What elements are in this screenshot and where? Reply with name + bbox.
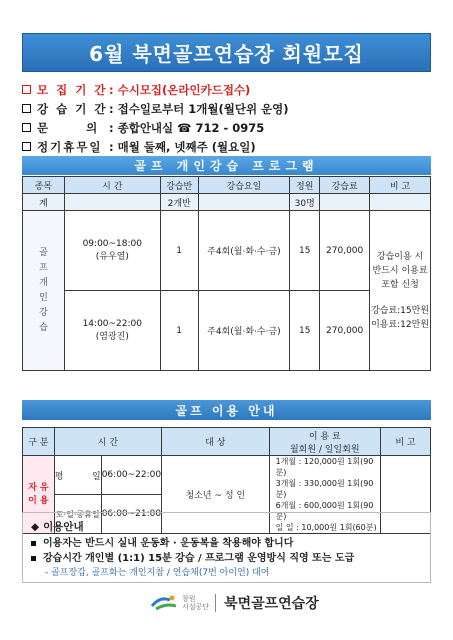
footer-divider <box>215 594 216 612</box>
checkbox-icon <box>22 123 31 132</box>
hours-cell: 06:00~21:00 <box>101 495 161 534</box>
checkbox-icon <box>22 104 31 113</box>
classes-cell: 1 <box>160 211 198 291</box>
capacity-cell: 15 <box>290 211 320 291</box>
footer-logo <box>150 590 319 616</box>
info-label: 강 습 기 간 <box>37 101 108 116</box>
fee-line: 3개월 : 330,000원 1회(90분) <box>275 479 374 499</box>
lesson-time: 09:00~18:00 <box>82 239 142 249</box>
info-value: : 매월 둘째, 넷째주 (월요일) <box>109 139 256 154</box>
info-label: 모 집 기 간 <box>37 82 108 97</box>
summary-cell <box>198 194 290 211</box>
note-line: 강습료:15만원 <box>371 305 430 316</box>
usage-section-title <box>22 400 431 420</box>
summary-row <box>23 194 431 211</box>
note-cell <box>370 211 431 371</box>
fee-line: 1개월 : 120,000원 1회(90분) <box>275 457 374 477</box>
table-header-row <box>23 428 431 456</box>
guide-title <box>31 519 84 534</box>
fee-cell: 270,000 <box>320 211 370 291</box>
square-bullet-icon <box>31 556 36 561</box>
instructor-name: (염광진) <box>95 332 129 342</box>
fee-header-title: 이 용 료 <box>308 431 341 442</box>
table-row <box>23 291 431 371</box>
organization-name <box>182 595 209 611</box>
usage-guide-box <box>22 512 431 583</box>
program-section-title <box>22 156 431 175</box>
summary-label: 계 <box>23 194 65 211</box>
organization-name-line: 창원 <box>182 595 196 603</box>
organization-logo-icon <box>150 594 178 612</box>
classes-cell: 1 <box>160 291 198 371</box>
guide-item <box>31 534 293 549</box>
table-row <box>23 456 431 495</box>
capacity-cell: 15 <box>290 291 320 371</box>
table-row <box>23 211 431 291</box>
guide-title-text: 이용안내 <box>43 521 84 533</box>
note-line: 포함 신청 <box>381 279 419 290</box>
lesson-time: 14:00~22:00 <box>82 319 142 329</box>
diamond-bullet-icon: ◆ <box>31 521 40 533</box>
info-value: : 수시모집(온라인카드접수) <box>109 82 251 97</box>
info-row-holiday <box>22 137 431 156</box>
facility-name: 북면골프연습장 <box>224 596 319 612</box>
info-value: : 접수일로부터 1개월(월단위 운영) <box>109 101 289 116</box>
usage-section-title-text: 골프 이용 안내 <box>175 403 278 418</box>
program-section-title-text: 골프 개인강습 프로그램 <box>134 159 319 173</box>
guide-item-text: 이용자는 반드시 실내 운동화 · 운동복을 착용해야 합니다 <box>43 538 294 549</box>
column-header: 비 고 <box>370 177 431 194</box>
fee-cell: 270,000 <box>320 291 370 371</box>
guide-subnote: - 골프장갑, 골프화는 개인지참 / 연습채(7번 아이언) 대여 <box>45 568 270 578</box>
page-title-banner <box>22 33 431 72</box>
days-cell: 주4회(월·화·수·금) <box>198 291 290 371</box>
summary-capacity: 30명 <box>290 194 320 211</box>
time-cell <box>64 291 160 371</box>
free-use-label: 자 유 이 용 <box>28 482 49 506</box>
fee-header-subtitle: 월회원 / 일일회원 <box>289 444 360 455</box>
note-line: 이용료:12만원 <box>371 319 430 330</box>
day-cell: 평 일 <box>54 456 101 495</box>
category-label: 골 프 개 인 강 습 <box>39 247 48 333</box>
guide-item-text: 강습시간 개인별 (1:1) 15분 강습 / 프로그램 운영방식 직영 또는 도급 <box>43 553 355 564</box>
instructor-name: (유우열) <box>95 252 129 262</box>
column-header: 종목 <box>23 177 65 194</box>
guide-item <box>31 549 354 564</box>
column-header: 정원 <box>290 177 320 194</box>
note-line: 반드시 이용료 <box>372 265 428 276</box>
column-header: 강습반 <box>160 177 198 194</box>
summary-cell <box>320 194 370 211</box>
info-label: 정기휴무일 <box>37 139 103 154</box>
column-header: 비 고 <box>380 428 430 456</box>
time-cell <box>64 211 160 291</box>
info-row-lesson-period <box>22 99 431 118</box>
fee-line: 6개월 : 600,000원 1회(90분) <box>275 501 374 521</box>
square-bullet-icon <box>31 541 36 546</box>
info-value: : 종합안내실 ☎ 712 - 0975 <box>109 120 265 135</box>
category-cell <box>23 211 65 371</box>
column-header: 대 상 <box>162 428 269 456</box>
summary-cell <box>370 194 431 211</box>
info-label: 문 의 <box>37 120 100 135</box>
summary-classes: 2개반 <box>160 194 198 211</box>
program-table <box>22 176 431 371</box>
checkbox-icon <box>22 142 31 151</box>
column-header: 강습요일 <box>198 177 290 194</box>
column-header-fees <box>269 428 380 456</box>
column-header: 시 간 <box>64 177 160 194</box>
info-row-contact <box>22 118 431 137</box>
hours-cell: 06:00~22:00 <box>101 456 161 495</box>
target-cell: 청소년 ~ 성 인 <box>162 456 269 534</box>
fee-line: 일 일 : 10,000원 1회(60분) <box>275 523 377 532</box>
column-header: 시 간 <box>54 428 161 456</box>
table-header-row <box>23 177 431 194</box>
day-cell: 토·일·공휴일 <box>54 495 101 534</box>
days-cell: 주4회(월·화·수·금) <box>198 211 290 291</box>
organization-name-line: 시설공단 <box>182 603 210 611</box>
note-line: 강습이용 시 <box>376 251 424 262</box>
recruitment-info <box>22 80 431 156</box>
column-header: 강습료 <box>320 177 370 194</box>
summary-cell <box>64 194 160 211</box>
checkbox-icon <box>22 85 31 94</box>
column-header: 구 분 <box>23 428 55 456</box>
page-title: 6월 북면골프연습장 회원모집 <box>89 42 364 66</box>
info-row-period <box>22 80 431 99</box>
